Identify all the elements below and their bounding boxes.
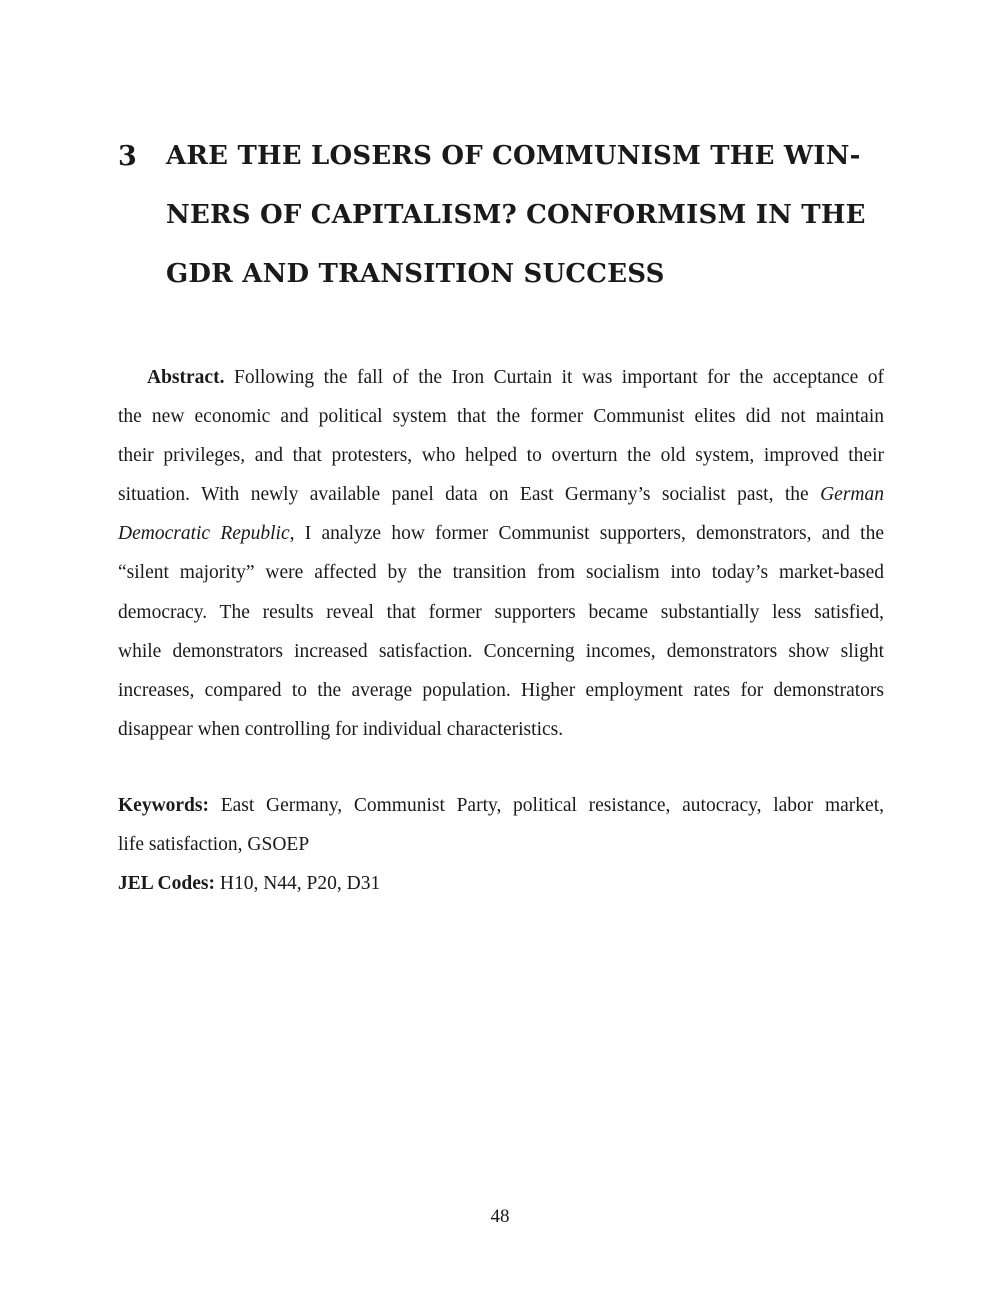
abstract-line: the new economic and political system that the former Communist elites did not maintain: [118, 406, 884, 428]
abstract-line: [118, 358, 884, 397]
jel-codes-value: H10, N44, P20, D31: [219, 873, 381, 895]
keywords-line: [118, 786, 884, 825]
abstract-line: “silent majority” were affected by the transition from socialism into today’s market-based: [118, 562, 884, 584]
chapter-title-line: ARE THE LOSERS OF COMMUNISM THE WIN-: [166, 141, 861, 171]
abstract-line: [118, 514, 884, 553]
abstract-text: , I analyze how former Communist supporters, demonstrators, and the: [289, 523, 884, 545]
keywords-label: Keywords:: [118, 795, 209, 816]
abstract: [118, 358, 884, 749]
abstract-line: [118, 475, 884, 514]
abstract-text: Following the fall of the Iron Curtain it was important for the acceptance of: [233, 367, 884, 388]
abstract-label: Abstract.: [147, 367, 225, 388]
keywords-line: life satisfaction, GSOEP: [118, 834, 310, 856]
abstract-text: situation. With newly available panel data on East Germany’s socialist past, the: [118, 484, 809, 506]
chapter-number: 3: [118, 141, 137, 172]
chapter-title: [166, 127, 886, 304]
abstract-line: disappear when controlling for individual characteristics.: [118, 718, 564, 740]
abstract-line: while demonstrators increased satisfaction. Concerning incomes, demonstrators show slight: [118, 640, 884, 662]
abstract-line: their privileges, and that protesters, who helped to overturn the old system, improved their: [118, 445, 884, 467]
chapter-title-line: NERS OF CAPITALISM? CONFORMISM IN THE: [166, 200, 866, 230]
abstract-line: increases, compared to the average population. Higher employment rates for demonstrators: [118, 679, 884, 701]
keywords-text: East Germany, Communist Party, political resistance, autocracy, labor market,: [220, 795, 884, 816]
jel-codes-line: [118, 864, 884, 903]
abstract-line: democracy. The results reveal that former supporters became substantially less satisfied,: [118, 601, 884, 623]
keywords-section: [118, 786, 884, 903]
abstract-italic-text: German: [820, 484, 885, 506]
page-number: 48: [490, 1206, 510, 1227]
chapter-title-line: GDR AND TRANSITION SUCCESS: [166, 259, 665, 289]
abstract-italic-text: Democratic Republic: [118, 523, 290, 545]
jel-codes-label: JEL Codes:: [118, 873, 215, 895]
